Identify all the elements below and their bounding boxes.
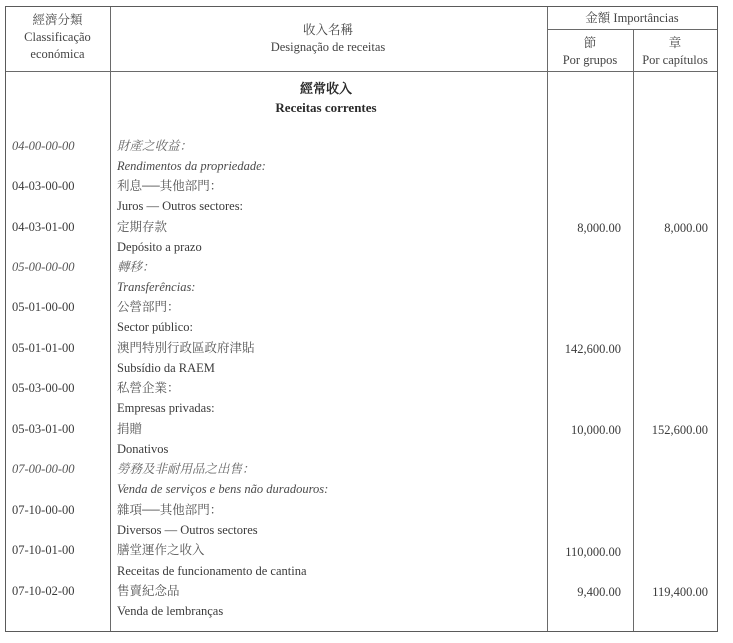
header-chapters [633,35,717,69]
header-code-pt1: Classificação [24,30,91,44]
row-desc-zh: 膳堂運作之收入 [117,543,205,557]
row-amount-groups: 110,000.00 [565,545,621,559]
row-desc-pt: Juros — Outros sectores: [117,199,244,213]
row-desc-zh: 澳門特別行政區政府津貼 [117,341,255,355]
row-amount-groups: 10,000.00 [571,423,621,437]
row-code: 07-10-00-00 [12,503,75,517]
row-desc-zh: 售賣紀念品 [117,584,180,598]
row-desc-zh: 財產之收益： [117,139,193,153]
row-code: 05-01-01-00 [12,341,75,355]
row-desc-zh: 利息──其他部門： [117,179,223,193]
row-desc-pt: Donativos [117,442,169,456]
row-desc-pt: Venda de serviços e bens não duradouros: [117,482,329,496]
header-bottom-rule [6,71,717,72]
row-desc-pt: Venda de lembranças [117,604,224,618]
row-desc-zh: 公營部門： [117,300,180,314]
row-amount-groups: 9,400.00 [577,585,621,599]
row-code: 07-00-00-00 [12,462,75,476]
header-chapters-zh: 章 [668,36,682,50]
row-desc-pt: Diversos — Outros sectores [117,523,258,537]
header-description [110,22,546,56]
row-desc-zh: 捐贈 [117,422,143,436]
row-code: 07-10-01-00 [12,543,75,557]
header-chapters-pt: Por capítulos [642,53,708,67]
header-code-pt2: económica [30,47,85,61]
row-code: 04-03-00-00 [12,179,75,193]
section-title-pt: Receitas correntes [275,100,377,115]
row-desc-zh: 勞務及非耐用品之出售： [117,462,255,476]
row-code: 04-03-01-00 [12,220,75,234]
row-desc-pt: Empresas privadas: [117,401,215,415]
row-code: 05-03-01-00 [12,422,75,436]
row-desc-zh: 轉移： [117,260,155,274]
header-code-zh: 經濟分類 [32,13,83,27]
row-amount-chapters: 119,400.00 [652,585,708,599]
row-amount-groups: 8,000.00 [577,221,621,235]
row-desc-zh: 私營企業： [117,381,180,395]
header-groups-zh: 節 [583,36,597,50]
row-code: 07-10-02-00 [12,584,75,598]
row-desc-zh: 雜項──其他部門： [117,503,223,517]
row-desc-pt: Subsídio da RAEM [117,361,215,375]
column-divider [547,7,548,631]
row-desc-pt: Sector público: [117,320,194,334]
row-code: 04-00-00-00 [12,139,75,153]
row-code: 05-03-00-00 [12,381,75,395]
section-title-zh: 經常收入 [299,81,352,96]
column-divider [633,29,634,631]
header-desc-pt: Designação de receitas [270,40,386,54]
header-divider [547,29,717,30]
header-desc-zh: 收入名稱 [302,23,353,37]
header-amounts: 金額 Importâncias [585,11,679,25]
row-desc-pt: Rendimentos da propriedade: [117,159,266,173]
row-desc-pt: Transferências: [117,280,196,294]
row-amount-groups: 142,600.00 [564,342,621,356]
row-desc-pt: Depósito a prazo [117,240,202,254]
header-groups [547,35,633,69]
header-groups-pt: Por grupos [562,53,618,67]
row-amount-chapters: 8,000.00 [664,221,708,235]
row-desc-zh: 定期存款 [117,220,168,234]
row-amount-chapters: 152,600.00 [651,423,708,437]
row-code: 05-00-00-00 [12,260,75,274]
row-desc-pt: Receitas de funcionamento de cantina [117,564,307,578]
row-code: 05-01-00-00 [12,300,75,314]
header-code [6,12,109,63]
